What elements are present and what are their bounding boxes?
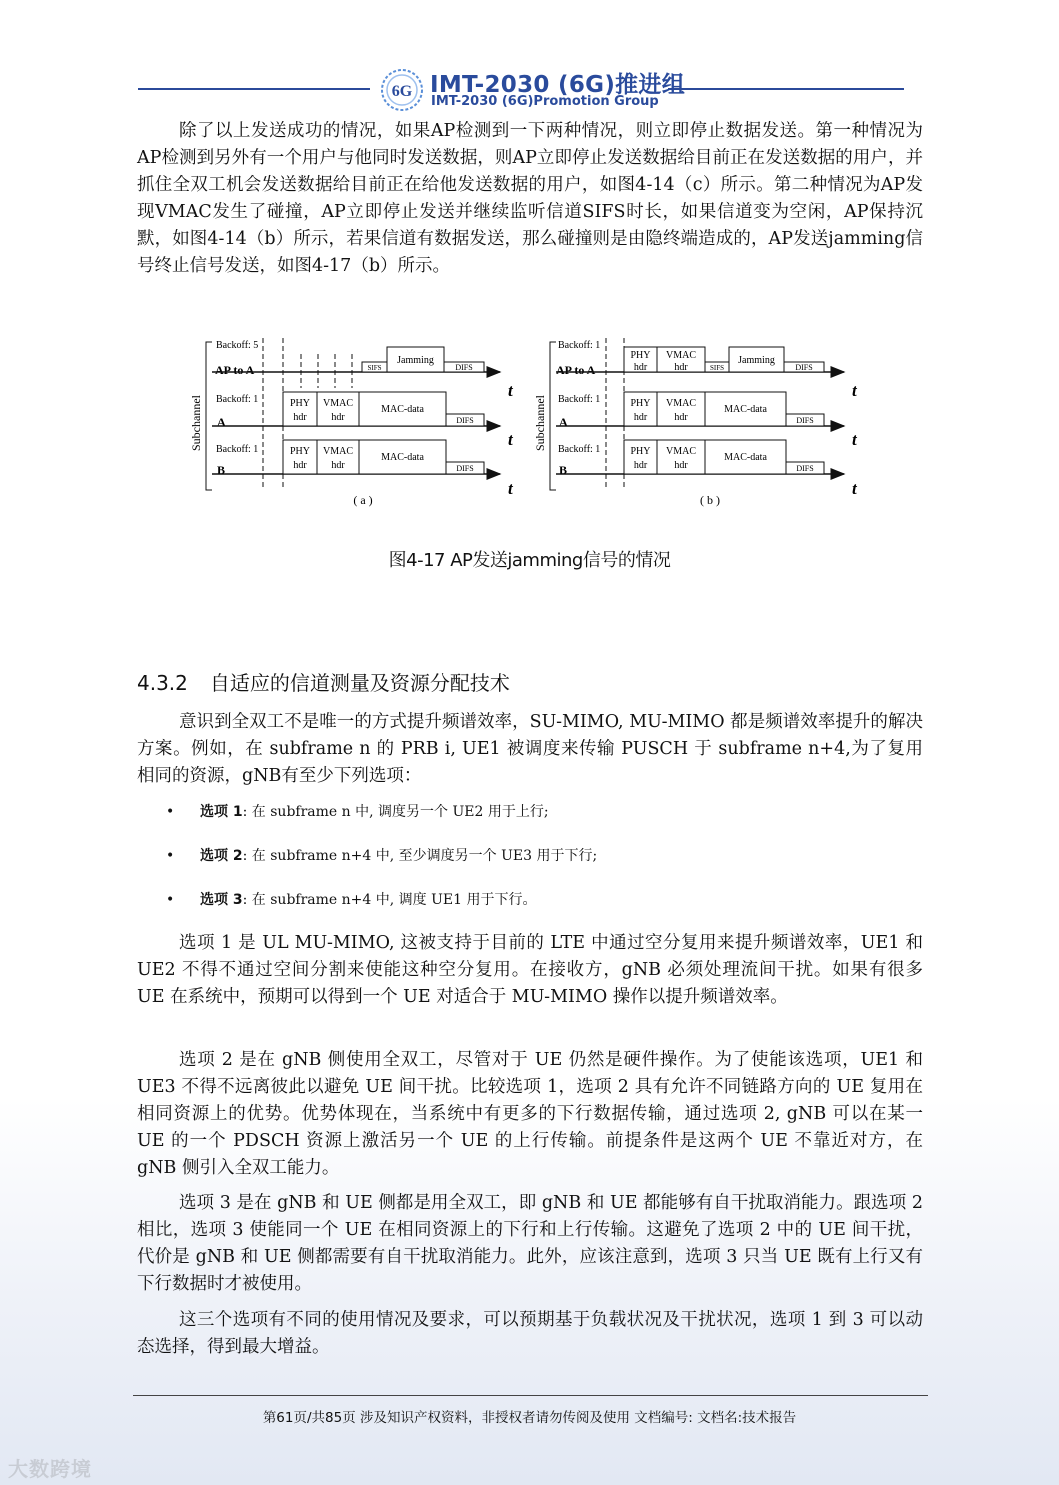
paragraph-5: 选项 3 是在 gNB 和 UE 侧都是用全双工，即 gNB 和 UE 都能够有自干扰取消能力。跟选项 2 相比，选项 3 使能同一个 UE 在相同资源上的下行和上行传输。这避免了选项 2 中的 UE 间干扰，代价是 gNB 和 UE 侧都需要有自干扰取消能力。此外，应该注意到，选项 3 只当 UE 既有上行又有下行数据时才被使用。 <box>137 1193 923 1294</box>
time-label-a2: t <box>508 430 513 449</box>
bullet-text: : 在 subframe n+4 中, 至少调度另一个 UE3 用于下行; <box>242 848 598 864</box>
hdr-a2-vmac: hdr <box>331 412 345 423</box>
list-item <box>166 889 536 909</box>
mac-data-a2: MAC-data <box>381 404 424 415</box>
time-label-a3: t <box>508 479 513 498</box>
mac-data-a3: MAC-data <box>381 452 424 463</box>
time-label-b1: t <box>852 381 857 400</box>
row-name-b-a: A <box>559 415 568 429</box>
hdr-b1-vmac: hdr <box>674 362 688 373</box>
section-number: 4.3.2 <box>137 671 188 695</box>
org-name-en: IMT-2030 (6G)Promotion Group <box>431 94 659 109</box>
paragraph-3: 选项 1 是 UL MU-MIMO, 这被支持于目前的 LTE 中通过空分复用来提升频谱效率，UE1 和 UE2 不得不通过空间分割来使能这种空分复用。在接收方，gNB 必须处理流间干扰。如果有很多 UE 在系统中，预期可以得到一个 UE 对适合于 MU-MIMO 操作以提升频谱效率。 <box>137 933 923 1007</box>
backoff-ap-a: Backoff: 5 <box>216 340 259 351</box>
row-name-b-ap-a: AP to A <box>556 363 596 377</box>
hdr-a3-vmac: hdr <box>331 460 345 471</box>
bullet-text: : 在 subframe n+4 中, 调度 UE1 用于下行。 <box>242 892 537 908</box>
bullet-dot: • <box>166 848 175 864</box>
timing-diagram-figure <box>180 328 880 518</box>
footer-rule <box>133 1395 928 1396</box>
time-label-b3: t <box>852 479 857 498</box>
vmac-b1: VMAC <box>665 350 697 361</box>
list-item <box>166 801 549 821</box>
difs-a2: DIFS <box>456 416 474 425</box>
backoff-a: Backoff: 1 <box>216 394 259 405</box>
difs-a3: DIFS <box>456 464 474 473</box>
y-axis-label-b: Subchannel <box>533 395 547 451</box>
difs-b1: DIFS <box>795 363 813 372</box>
y-axis-label-a: Subchannel <box>189 395 203 451</box>
intro-paragraph: 除了以上发送成功的情况，如果AP检测到一下两种情况，则立即停止数据发送。第一种情况为AP检测到另外有一个用户与他同时发送数据，则AP立即停止发送数据给目前正在发送数据的用户，并抓住全双工机会发送数据给目前正在给他发送数据的用户，如图4-14（c）所示。第二种情况为AP发现VMAC发生了碰撞，AP立即停止发送并继续监听信道SIFS时长，如果信道变为空闲，AP保持沉默，如图4-14（b）所示，若果信道有数据发送，那么碰撞则是由隐终端造成的，AP发送jamming信号终止信号发送，如图4-17（b）所示。 <box>137 121 923 276</box>
hdr-b3-phy: hdr <box>633 460 648 471</box>
time-label-a1: t <box>508 381 513 400</box>
backoff-b-a: Backoff: 1 <box>558 394 601 405</box>
hdr-b2-vmac: hdr <box>674 412 688 423</box>
row-name-ap-a: AP to A <box>215 363 255 377</box>
difs-a1: DIFS <box>455 363 473 372</box>
phy-a2: PHY <box>289 398 311 409</box>
sifs-b: SIFS <box>709 364 725 372</box>
hdr-a3-phy: hdr <box>293 460 307 471</box>
header-rule-right <box>668 88 904 90</box>
paragraph-6: 这三个选项有不同的使用情况及要求，可以预期基于负载状况及干扰状况，选项 1 到 3 可以动态选择，得到最大增益。 <box>137 1310 923 1357</box>
sifs-a: SIFS <box>367 364 382 372</box>
watermark: 大数跨境 <box>8 1457 92 1481</box>
section-title: 自适应的信道测量及资源分配技术 <box>209 671 510 695</box>
backoff-b-ap-a: Backoff: 1 <box>558 340 601 351</box>
sub-caption-a: ( a ) <box>353 493 373 507</box>
difs-b2: DIFS <box>796 416 814 425</box>
bullet-bold: 选项 1 <box>200 804 243 820</box>
panel-a <box>189 338 514 507</box>
vmac-b3: VMAC <box>665 446 697 457</box>
jamming-a: Jamming <box>397 355 434 366</box>
paragraph-2: 意识到全双工不是唯一的方式提升频谱效率，SU-MIMO, MU-MIMO 都是频谱效率提升的解决方案。例如，在 subframe n 的 PRB i, UE1 被调度来传输 PUSCH 于 subframe n+4,为了复用相同的资源，gNB有至少下列选项： <box>137 712 923 786</box>
logo-text: 6G <box>391 83 413 100</box>
vmac-a2: VMAC <box>322 398 354 409</box>
jamming-b: Jamming <box>738 355 775 366</box>
backoff-b-b: Backoff: 1 <box>558 444 601 455</box>
panel-b <box>533 338 858 507</box>
phy-b1: PHY <box>630 350 651 361</box>
list-item <box>166 845 597 865</box>
bullet-bold: 选项 2 <box>200 848 243 864</box>
hdr-a2-phy: hdr <box>293 412 307 423</box>
bullet-dot: • <box>166 804 175 820</box>
vmac-a3: VMAC <box>322 446 354 457</box>
section-heading <box>137 667 510 696</box>
footer-text: 第61页/共85页 涉及知识产权资料，非授权者请勿传阅及使用 文档编号: 文档名:技术报告 <box>262 1410 797 1426</box>
phy-a3: PHY <box>289 446 311 457</box>
bullet-text: : 在 subframe n 中, 调度另一个 UE2 用于上行; <box>242 804 549 820</box>
phy-b2: PHY <box>630 398 651 409</box>
row-name-b-b: B <box>559 463 568 477</box>
figure-caption: 图4-17 AP发送jamming信号的情况 <box>388 550 671 571</box>
hdr-b2-phy: hdr <box>633 412 648 423</box>
bullet-dot: • <box>166 892 175 908</box>
vmac-b2: VMAC <box>665 398 697 409</box>
phy-b3: PHY <box>630 446 651 457</box>
time-label-b2: t <box>852 430 857 449</box>
paragraph-4: 选项 2 是在 gNB 侧使用全双工，尽管对于 UE 仍然是硬件操作。为了使能该选项，UE1 和 UE3 不得不远离彼此以避免 UE 间干扰。比较选项 1，选项 2 具有允许不同链路方向的 UE 复用在相同资源上的优势。优势体现在，当系统中有更多的下行数据传输，通过选项 2, gNB 可以在某一 UE 的一个 PDSCH 资源上激活另一个 UE 的上行传输。前提条件是这两个 UE 不靠近对方，在 gNB 侧引入全双工能力。 <box>137 1050 923 1178</box>
header-rule-left <box>138 88 370 90</box>
row-name-a: A <box>217 415 226 429</box>
sub-caption-b: ( b ) <box>700 493 720 507</box>
hdr-b3-vmac: hdr <box>674 460 688 471</box>
mac-data-b2: MAC-data <box>724 404 767 415</box>
hdr-b1-phy: hdr <box>633 362 648 373</box>
logo-icon <box>380 68 424 112</box>
difs-b3: DIFS <box>796 464 814 473</box>
org-name-cn: IMT-2030 (6G)推进组 <box>430 72 686 98</box>
mac-data-b3: MAC-data <box>724 452 767 463</box>
row-name-b: B <box>217 463 226 477</box>
backoff-b: Backoff: 1 <box>216 444 259 455</box>
bullet-bold: 选项 3 <box>200 892 243 908</box>
